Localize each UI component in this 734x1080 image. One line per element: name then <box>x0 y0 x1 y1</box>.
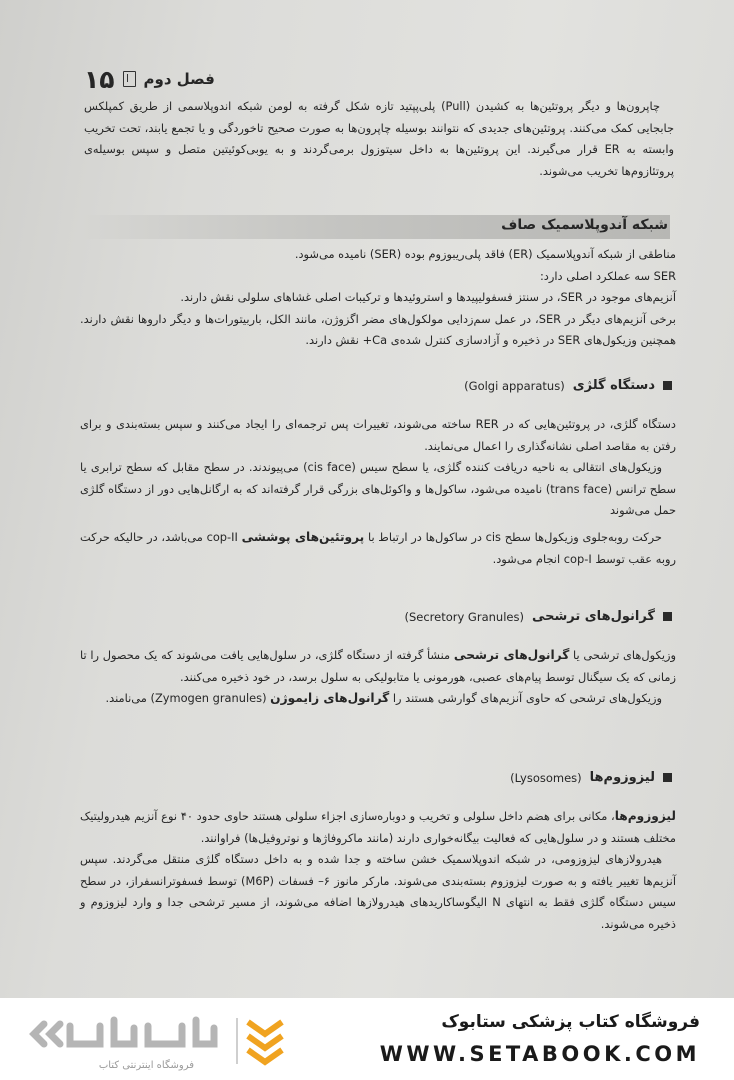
square-bullet-icon <box>663 612 672 621</box>
golgi-heading <box>464 378 672 393</box>
lysosomes-heading <box>510 770 672 785</box>
secretory-paragraph-1 <box>80 645 676 688</box>
bold-term: پروتئین‌های پوششی <box>241 529 365 544</box>
text-run: وزیکول‌های ترشحی که حاوی آنزیم‌های گوارشی هستند را <box>389 691 662 706</box>
lysosomes-body <box>80 806 676 936</box>
text-run: منشأ گرفته از دستگاه گلژی، در سلول‌هایی یافت می‌شوند که یک محصول را تا زمانی که یک سیگنال توسط پیام‌های عصبی، هورمونی یا متابولیکی به سلول برسد، در خود ذخیره می‌کنند. <box>80 648 676 684</box>
ser-body <box>80 244 676 352</box>
secretory-title: گرانول‌های ترشحی <box>531 609 655 624</box>
bold-term: گرانول‌های ترشحی <box>453 648 570 662</box>
text-run: (Zymogen granules) می‌نامند. <box>105 691 271 706</box>
secretory-body <box>80 645 676 710</box>
ser-line: برخی آنزیم‌های دیگر در SER، در عمل سم‌زدایی مولکول‌های مضر اگزوژن، مانند الکل، باربیتورات‌ها و دیگر داروها نقش دارند. همچنین وزیکول‌های SER در ذخیره و آزادسازی کنترل شده‌ی Ca+ نقش دارند. <box>80 311 676 348</box>
square-bullet-icon <box>663 773 672 782</box>
golgi-paragraph-3 <box>80 527 676 570</box>
golgi-title: دستگاه گلژی <box>572 378 655 393</box>
golgi-paragraph-1: دستگاه گلژی، در پروتئین‌هایی که در RER ساخته می‌شوند، تغییرات پس ترجمه‌ای را ایجاد می‌کنند و سپس بسته‌بندی و برای رفتن به مقاصد اصلی نشانه‌گذاری را اعمال می‌نمایند. <box>80 417 676 453</box>
text-run: وزیکول‌های ترشحی یا <box>569 648 677 662</box>
golgi-body <box>80 414 676 570</box>
text-run: cop-II می‌باشد، در حالیکه حرکت روبه عقب توسط cop-I انجام می‌شود. <box>80 529 676 566</box>
ser-section-title: شبکه آندوپلاسمیک صاف <box>501 217 668 233</box>
golgi-paragraph-2: وزیکول‌های انتقالی به ناحیه دریافت کننده گلژی، یا سطح سیس (cis face) می‌پیوندند. در سطح مقابل که سطح ترابری یا سطح ترانس (trans face) نامیده می‌شود، ساکول‌ها و واکوئل‌های بزرگی قرار گرفته‌اند که به ارگانل‌هایی دور از دستگاه گلژی حمل می‌شوند <box>80 460 676 518</box>
book-icon <box>123 71 136 87</box>
text-run: حرکت روبه‌جلوی وزیکول‌ها سطح cis در ساکول‌ها در ارتباط با <box>364 529 662 544</box>
secretory-heading <box>404 609 672 624</box>
lysosomes-title: لیزوزوم‌ها <box>589 770 655 785</box>
chevron-icon <box>248 1022 282 1062</box>
ser-line: مناطقی از شبکه آندوپلاسمیک (ER) فاقد پلی‌ریبوزوم بوده (SER) نامیده می‌شود. <box>294 247 676 261</box>
store-name: فروشگاه کتاب پزشکی ستابوک <box>441 1012 700 1032</box>
lysosomes-title-en: (Lysosomes) <box>510 770 582 785</box>
store-url[interactable]: WWW.SETABOOK.COM <box>379 1042 700 1066</box>
secretory-title-en: (Secretory Granules) <box>404 609 524 624</box>
chapter-label: فصل دوم <box>143 70 215 88</box>
page-header <box>84 62 215 96</box>
setabook-logo <box>14 1006 314 1074</box>
ser-line: آنزیم‌های موجود در SER، در سنتز فسفولیپیدها و استروئیدها و ترکیبات اصلی غشاهای سلولی نقش دارند. <box>180 290 676 305</box>
logo-tagline: فروشگاه اینترنتی کتاب <box>98 1060 194 1071</box>
intro-text: چاپرون‌ها و دیگر پروتئین‌ها به کشیدن (Pull) پلی‌پپتید تازه شکل گرفته به لومن شبکه اندوپلاسمی از طریق کمپلکس جابجایی کمک می‌کنند. پروتئین‌های جدیدی که نتوانند بوسیله چاپرون‌ها به صورت صحیح تاخوردگی و یا تجمع یابند، تحت تخریب وابسته به ER قرار می‌گیرند. این پروتئین‌ها به داخل سیتوزول برمی‌گردند و به یوبی‌کوئیتین متصل و سپس بوسیله‌ی پروتئازوم‌ها تخریب می‌شوند. <box>84 99 674 178</box>
ser-line: SER سه عملکرد اصلی دارد: <box>539 268 676 283</box>
bold-term: لیزوزوم‌ها <box>614 809 676 823</box>
square-bullet-icon <box>663 381 672 390</box>
golgi-title-en: (Golgi apparatus) <box>464 378 565 393</box>
text-run: ، مکانی برای هضم داخل سلولی و تخریب و دوباره‌سازی اجزاء سلولی هستند حاوی حدود ۴۰ نوع آنزیم هیدرولیتیک مختلف هستند و در سلول‌هایی که فعالیت بیگانه‌خواری دارند (مانند ماکروفاژها و نوتروفیل‌ها) فراوانند. <box>80 809 676 845</box>
logo-wordmark-icon <box>34 1020 214 1044</box>
page-number: ۱۵ <box>84 64 115 94</box>
intro-paragraph <box>84 96 674 182</box>
secretory-paragraph-2 <box>80 688 676 710</box>
store-footer-banner <box>0 998 734 1080</box>
lysosomes-paragraph-2: هیدرولازهای لیزوزومی، در شبکه اندوپلاسمیک خشن ساخته و جدا شده و به داخل دستگاه گلژی منتقل می‌گردند. سپس آنزیم‌ها تغییر یافته و به صورت لیزوزوم بسته‌بندی می‌شوند. مارکر مانوز ۶– فسفات (M6P) توسط فسفوترانسفراز، در سطح سیس دستگاه گلژی فقط به انتهای N الیگوساکاریدهای هیدرولازها اضافه می‌شوند، از مسیر ترشحی جدا و وارد لیزوزوم و ذخیره می‌شوند. <box>80 852 676 931</box>
bold-term: گرانول‌های زایموژن <box>270 691 390 706</box>
lysosomes-paragraph-1 <box>80 806 676 849</box>
